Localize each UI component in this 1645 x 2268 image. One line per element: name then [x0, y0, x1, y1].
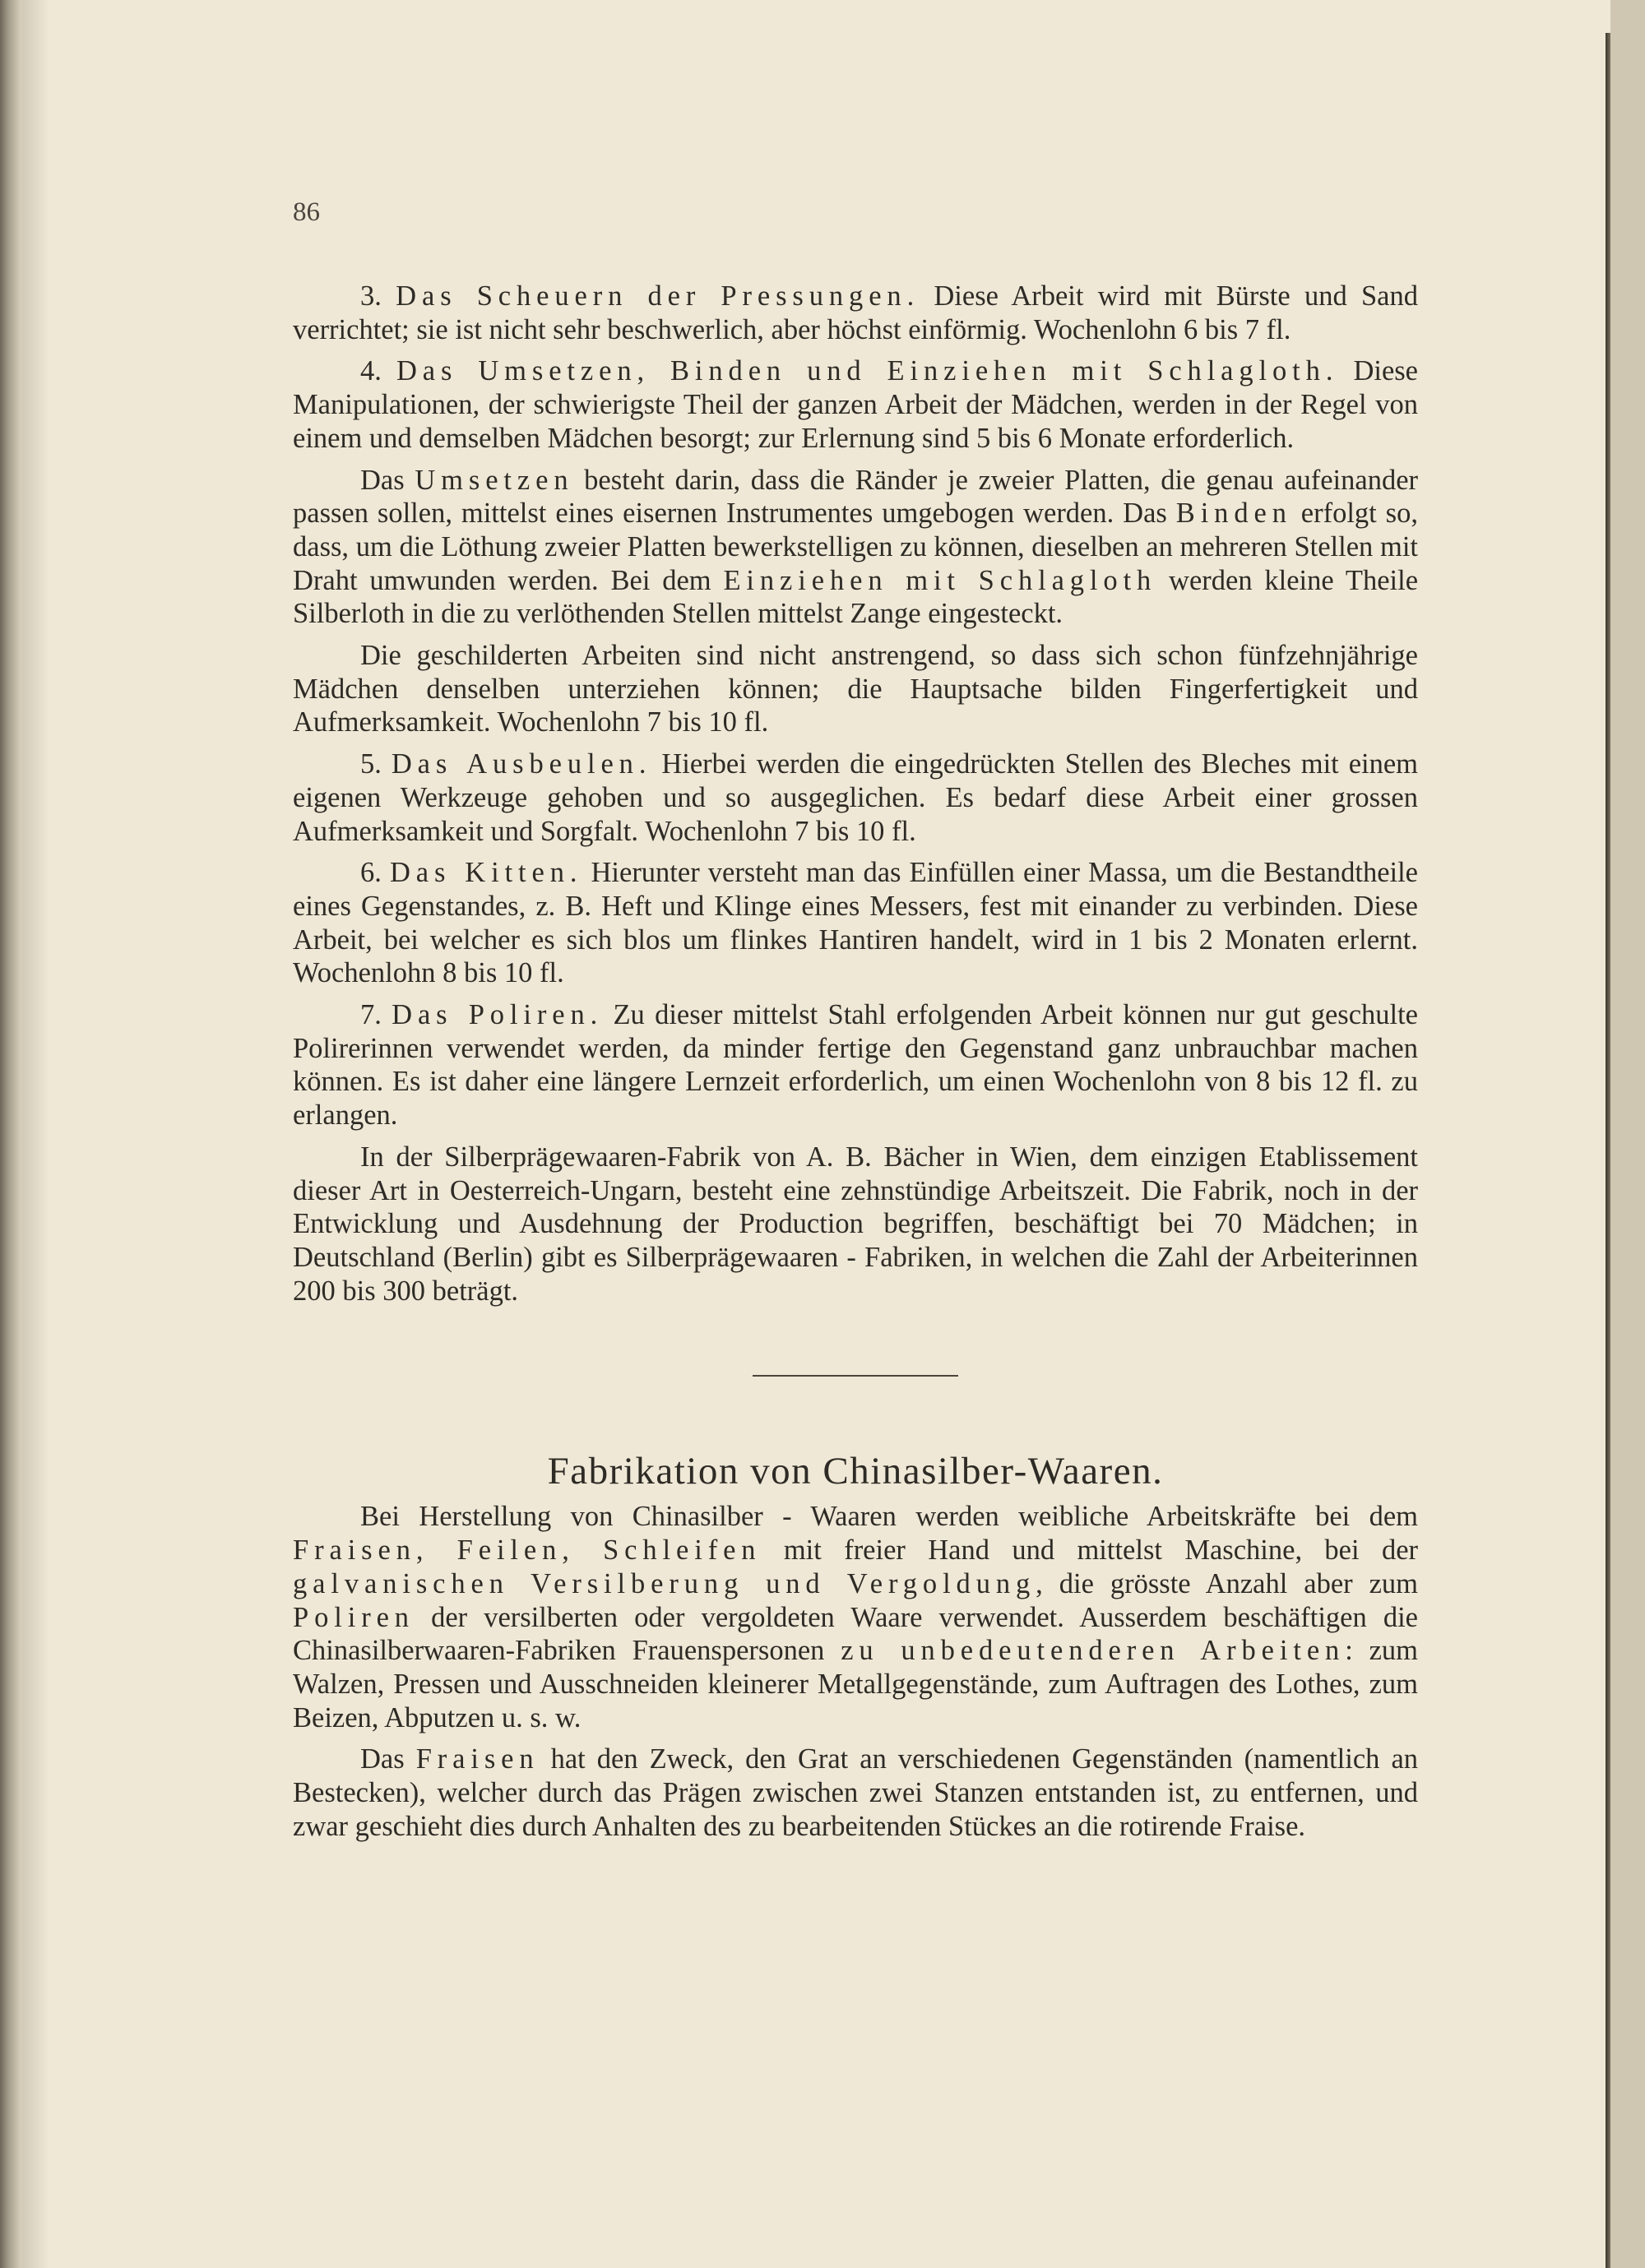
spaced-emphasis: Fraisen [415, 1743, 540, 1775]
section-before [293, 280, 1418, 1308]
text-run: , die grösste Anzahl aber zum [1036, 1567, 1418, 1599]
spaced-emphasis: Poliren [293, 1601, 415, 1633]
spaced-emphasis: Fraisen, Feilen, Schleifen [293, 1534, 762, 1567]
text-run: Hierunter versteht man das Einfüllen einer Massa, um die Bestandtheile eines Gegenstandes, z. B. Heft und Klinge eines Messers, fest mit einander zu verbinden. Diese Arbeit, bei welcher es sich blos um flinkes Hantiren handelt, wird in 1 bis 2 Monaten erlernt. Wochenlohn 8 bis 10 fl. [293, 857, 1418, 989]
spaced-emphasis: Das Umsetzen, Binden und Einziehen mit Schlagloth. [396, 355, 1339, 387]
spaced-emphasis: Das Kitten. [389, 857, 583, 889]
paragraph [293, 748, 1418, 848]
text-run: werden kleine Theile Silberloth in die zu verlöthenden Stellen mittelst Zange eingesteckt. [293, 564, 1419, 630]
text-run: 3. [360, 280, 396, 312]
text-run: hat den Zweck, den Grat an verschiedenen Gegenständen (namentlich an Bestecken), welcher durch das Prägen zwischen zwei Stanzen entstanden ist, zu entfernen, und zwar geschieht dies durch Anhalten des zu bearbeitenden Stückes an die rotirende Fraise. [293, 1743, 1419, 1842]
text-run: Die geschilderten Arbeiten sind nicht anstrengend, so dass sich schon fünfzehnjährige Mädchen denselben unterziehen können; die Hauptsache bilden Fingerfertigkeit und Aufmerksamkeit. Wochenlohn 7 bis 10 fl. [293, 640, 1418, 738]
book-spine-edge [0, 0, 21, 2268]
paragraph [293, 354, 1418, 455]
text-run: der versilberten oder vergoldeten Waare verwendet. Ausserdem beschäftigen die Chinasilberwaaren-Fabriken Frauenspersonen [293, 1601, 1418, 1667]
spaced-emphasis: Das Ausbeulen. [391, 748, 652, 780]
paragraph [293, 639, 1418, 739]
text-run: Zu dieser mittelst Stahl erfolgenden Arbeit können nur gut geschulte Polirerinnen verwendet werden, da minder fertige den Gegenstand ganz unbrauchbar machen können. Es ist daher eine längere Lernzeit erforderlich, um einen Wochenlohn von 8 bis 12 fl. zu erlangen. [293, 999, 1418, 1132]
text-run: Bei Herstellung von Chinasilber - Waaren werden weibliche Arbeitskräfte bei dem [360, 1501, 1418, 1533]
text-run: Diese Arbeit wird mit Bürste und Sand verrichtet; sie ist nicht sehr beschwerlich, aber höchst einförmig. Wochenlohn 6 bis 7 fl. [293, 280, 1418, 345]
paragraph [293, 1500, 1418, 1734]
text-run: 7. [360, 999, 392, 1031]
text-run: 4. [360, 355, 396, 387]
gutter-shadow [21, 0, 49, 2268]
text-run: Diese Manipulationen, der schwierigste Theil der ganzen Arbeit der Mädchen, werden in der Regel von einem und demselben Mädchen besorgt; zur Erlernung sind 5 bis 6 Monate erforderlich. [293, 355, 1418, 454]
spaced-emphasis: Umsetzen [415, 464, 574, 496]
spaced-emphasis: Binden [1175, 498, 1292, 530]
text-run: erfolgt so, dass, um die Löthung zweier Platten bewerkstelligen zu können, dieselben an mehreren Stellen mit Draht umwunden werden. Bei dem [293, 498, 1418, 596]
text-run: besteht darin, dass die Ränder je zweier Platten, die genau aufeinander passen sollen, mittelst eines eisernen Instrumentes umgebogen werden. Das [293, 464, 1419, 530]
page-text [293, 280, 1418, 1851]
text-run: In der Silberprägewaaren-Fabrik von A. B. Bächer in Wien, dem einzigen Etablissement dieser Art in Oesterreich-Ungarn, besteht eine zehnstündige Arbeitszeit. Die Fabrik, noch in der Entwicklung und Ausdehnung der Production begriffen, beschäftigt bei 70 Mädchen; in Deutschland (Berlin) gibt es Silberprägewaaren - Fabriken, in welchen die Zahl der Arbeiterinnen 200 bis 300 beträgt. [293, 1141, 1418, 1307]
page-number: 86 [293, 197, 320, 227]
spaced-emphasis: Das Poliren. [392, 999, 604, 1031]
section-after [293, 1500, 1418, 1843]
text-run: mit freier Hand und mittelst Maschine, bei der [761, 1534, 1418, 1567]
next-page-edge [1610, 0, 1645, 2268]
spaced-emphasis: Einziehen mit Schlagloth [723, 564, 1157, 596]
text-run: Hierbei werden die eingedrückten Stellen des Bleches mit einem eigenen Werkzeuge gehoben und so ausgeglichen. Es bedarf diese Arbeit einer grossen Aufmerksamkeit und Sorgfalt. Wochenlohn 7 bis 10 fl. [293, 748, 1419, 847]
spaced-emphasis: Das Scheuern der Pressungen. [396, 280, 920, 312]
spaced-emphasis: galvanischen Versilberung und Vergoldung [293, 1567, 1036, 1599]
paragraph [293, 280, 1418, 346]
paragraph [293, 998, 1418, 1132]
text-run: : zum Walzen, Pressen und Ausschneiden kleinerer Metallgegenstände, zum Auftragen des Lothes, zum Beizen, Abputzen u. s. w. [293, 1635, 1419, 1733]
paragraph [293, 1141, 1418, 1308]
paragraph [293, 464, 1418, 632]
section-heading: Fabrikation von Chinasilber-Waaren. [547, 1450, 1164, 1493]
text-run: Das [360, 464, 415, 496]
section-divider [753, 1375, 958, 1377]
text-run: 5. [360, 748, 392, 780]
text-run: 6. [360, 857, 390, 889]
paragraph [293, 1743, 1418, 1843]
text-run: Das [360, 1743, 416, 1775]
paragraph [293, 856, 1418, 990]
spaced-emphasis: zu unbedeutenderen Arbeiten [841, 1635, 1346, 1667]
